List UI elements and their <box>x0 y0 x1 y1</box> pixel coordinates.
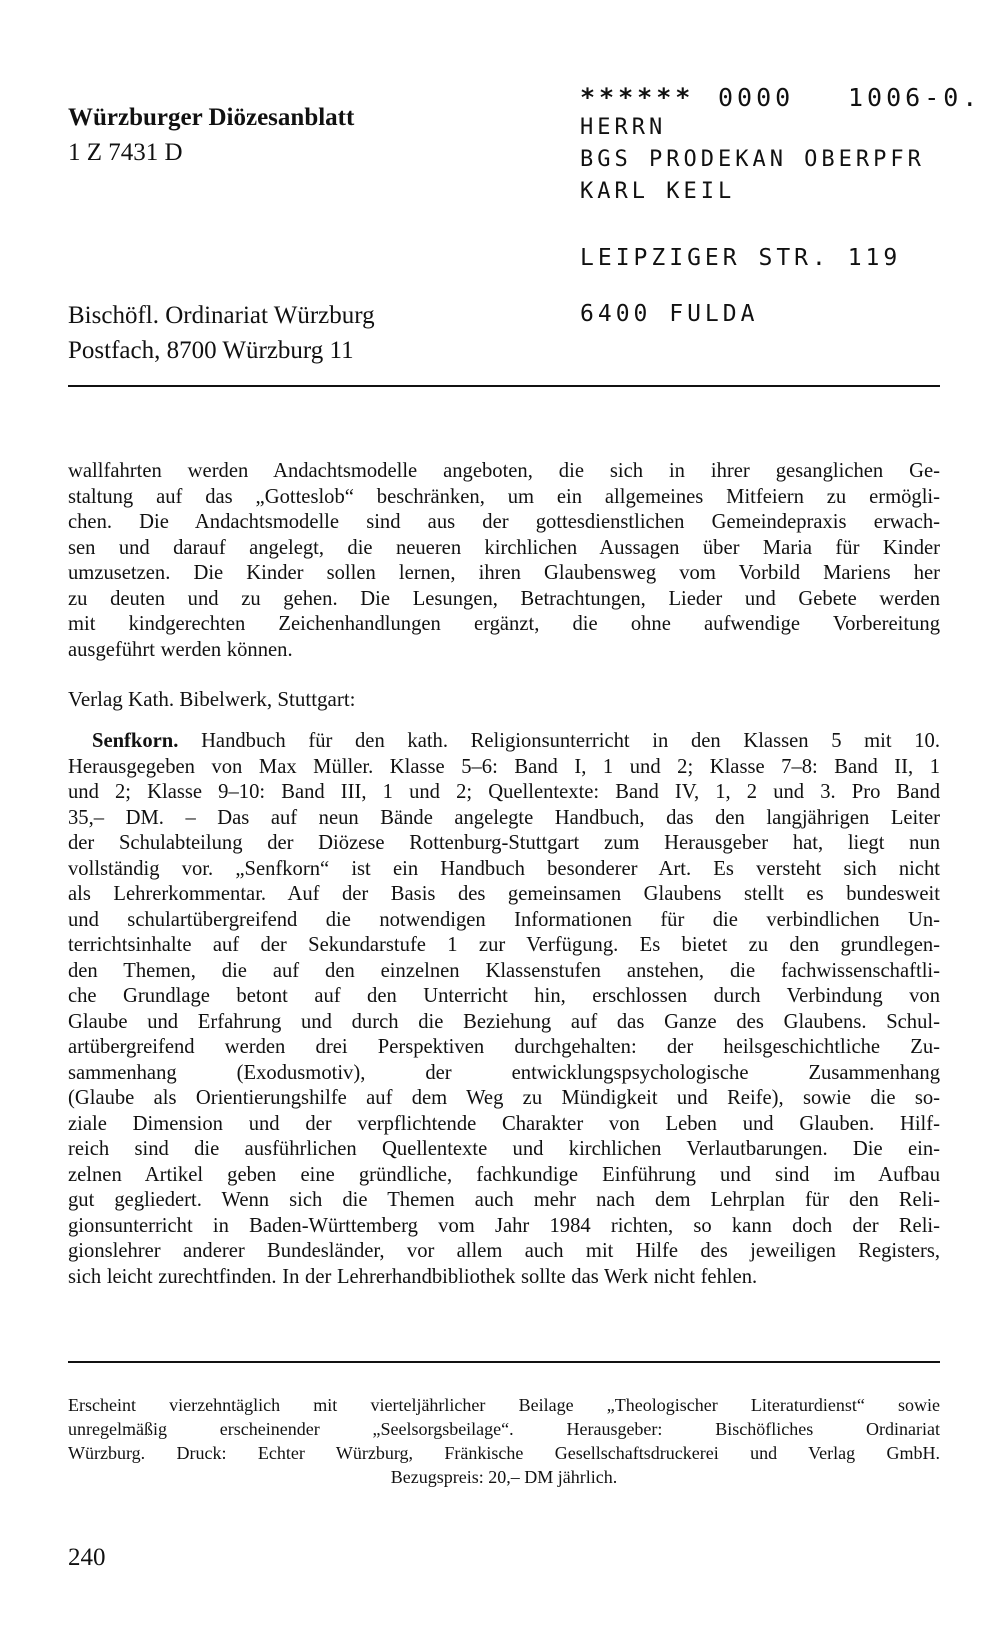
text-line: ziale Dimension und der verpflichtende Charakter von Leben und Glauben. Hilf- <box>68 1112 940 1135</box>
header-rule <box>68 385 940 387</box>
address-code: 0000 <box>718 83 795 112</box>
address-salutation: HERRN <box>580 115 667 140</box>
text-line: und schulartübergreifend die notwendigen Informationen für die verbindlichen Un- <box>68 908 940 931</box>
text-line: ausgeführt werden können. <box>68 638 293 661</box>
text-line: chen. Die Andachtsmodelle sind aus der gottesdienstlichen Gemeindepraxis erwach- <box>68 511 940 533</box>
sender-line-2: Postfach, 8700 Würzburg 11 <box>68 337 354 364</box>
publisher-heading: Verlag Kath. Bibelwerk, Stuttgart: <box>68 687 356 711</box>
address-label <box>580 80 1000 340</box>
paragraph-2 <box>92 729 940 755</box>
text-line: umzusetzen. Die Kinder sollen lernen, ihren Glaubensweg vom Vorbild Mariens her <box>68 562 940 584</box>
text-line: zu deuten und zu gehen. Die Lesungen, Betrachtungen, Lieder und Gebete werden <box>68 587 940 610</box>
address-city: 6400 FULDA <box>580 301 759 327</box>
text-line: staltung auf das „Gotteslob“ beschränken, um ein allgemeines Mitfeiern zu ermögli- <box>68 485 940 508</box>
text-line: gionslehrer anderer Bundesländer, vor allem auch mit Hilfe des jeweiligen Registers, <box>68 1240 940 1262</box>
text-line-first <box>92 729 940 755</box>
text-line: als Lehrerkommentar. Auf der Basis des gemeinsamen Glaubens stellt es bundesweit <box>68 883 940 905</box>
text-line: (Glaube als Orientierungshilfe auf dem Weg zu Mündigkeit und Reife), sowie die so- <box>68 1087 940 1109</box>
footer-price: Bezugspreis: 20,– DM jährlich. <box>390 1467 618 1487</box>
footer-notice <box>68 1393 940 1489</box>
book-title: Senfkorn. <box>92 730 179 752</box>
text-line: reich sind die ausführlichen Quellentexte und kirchlichen Verlautbarungen. Die ein- <box>68 1138 940 1160</box>
text-line: artübergreifend werden drei Perspektiven durchgehalten: der heilsgeschichtliche Zu- <box>68 1036 940 1058</box>
text-line: der Schulabteilung der Diözese Rottenburg-Stuttgart zum Herausgeber hat, liegt nun <box>68 832 940 854</box>
publication-title: Würzburger Diözesanblatt <box>68 104 355 131</box>
footer-line: unregelmäßig erscheinender „Seelsorgsbeilage“. Herausgeber: Bischöfliches Ordinariat <box>68 1419 940 1439</box>
text-line: che Grundlage betont auf den Unterricht hin, erschlossen durch Verbindung von <box>68 985 940 1007</box>
paragraph-2-body <box>68 755 940 1291</box>
text-line: und 2; Klasse 9–10: Band III, 1 und 2; Quellentexte: Band IV, 1, 2 und 3. Pro Band <box>68 781 940 803</box>
text-line: sammenhang (Exodusmotiv), der entwicklungspsychologische Zusammenhang <box>68 1061 940 1084</box>
page-number: 240 <box>68 1544 106 1571</box>
address-name: KARL KEIL <box>580 179 736 204</box>
text-line: vollständig vor. „Senfkorn“ ist ein Handbuch besonderer Art. Es versteht sich nicht <box>68 857 940 880</box>
text-line: gionsunterricht in Baden-Württemberg vom Jahr 1984 richten, so kann doch der Reli- <box>68 1214 940 1237</box>
text-line: zelnen Artikel geben eine gründliche, fachkundige Einführung und sind im Aufbau <box>68 1163 940 1186</box>
footer-line: Erscheint vierzehntäglich mit vierteljährlicher Beilage „Theologischer Literaturdienst“ sowie <box>68 1395 940 1415</box>
footer-rule <box>68 1361 940 1363</box>
address-stars: ****** <box>580 83 695 112</box>
publication-code: 1 Z 7431 D <box>68 139 183 166</box>
paragraph-1 <box>68 459 940 663</box>
footer-line: Würzburg. Druck: Echter Würzburg, Fränkische Gesellschaftsdruckerei und Verlag GmbH. <box>68 1443 940 1463</box>
address-number: 1006-0. <box>848 83 982 112</box>
book-title-rest: Handbuch für den kath. Religionsunterricht in den Klassen 5 mit 10. <box>201 730 940 752</box>
sender-line-1: Bischöfl. Ordinariat Würzburg <box>68 302 375 329</box>
address-street: LEIPZIGER STR. 119 <box>580 245 902 271</box>
text-line: 35,– DM. – Das auf neun Bände angelegte Handbuch, das den langjährigen Leiter <box>68 806 940 829</box>
text-line: Glaube und Erfahrung und durch die Beziehung auf das Ganze des Glaubens. Schul- <box>68 1010 940 1033</box>
text-line: gut gegliedert. Wenn sich die Themen auch mehr nach dem Lehrplan für den Reli- <box>68 1189 940 1211</box>
address-title: BGS PRODEKAN OBERPFR <box>580 147 925 172</box>
text-line: den Themen, die auf den einzelnen Klassenstufen anstehen, die fachwissenschaftli- <box>68 959 940 982</box>
text-line: sen und darauf angelegt, die neueren kirchlichen Aussagen über Maria für Kinder <box>68 536 940 559</box>
text-line: Herausgegeben von Max Müller. Klasse 5–6: Band I, 1 und 2; Klasse 7–8: Band II, 1 <box>68 755 940 778</box>
text-line: wallfahrten werden Andachtsmodelle angeboten, die sich in ihrer gesanglichen Ge- <box>68 460 940 482</box>
text-line: terrichtsinhalte auf der Sekundarstufe 1 zur Verfügung. Es bietet zu den grundlegen- <box>68 934 940 956</box>
text-line: sich leicht zurechtfinden. In der Lehrerhandbibliothek sollte das Werk nicht fehlen. <box>68 1265 758 1288</box>
text-line: mit kindgerechten Zeichenhandlungen ergänzt, die ohne aufwendige Vorbereitung <box>68 613 940 635</box>
